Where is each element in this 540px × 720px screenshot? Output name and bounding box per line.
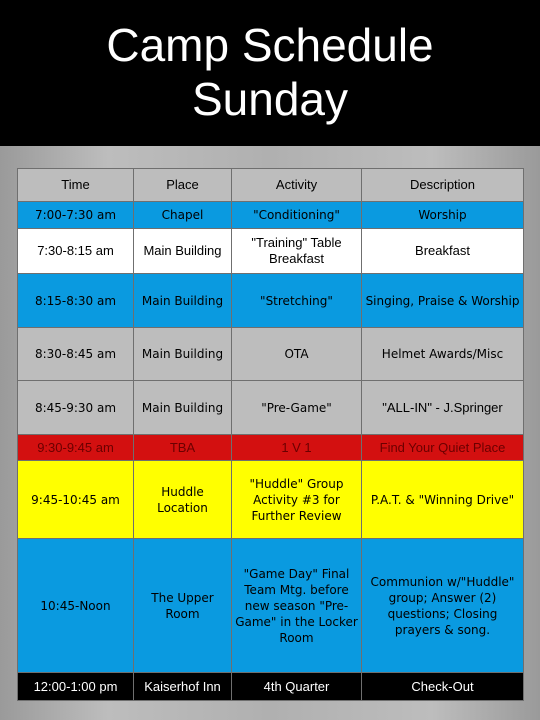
table-row	[18, 202, 524, 229]
time-cell: 7:30-8:15 am	[18, 229, 134, 274]
activity-cell: "Game Day" Final Team Mtg. before new season "Pre-Game" in the Locker Room	[232, 539, 362, 673]
time-cell: 10:45-Noon	[18, 539, 134, 673]
table-row	[18, 381, 524, 435]
table-header-row	[18, 169, 524, 202]
description-cell: Helmet Awards/Misc	[362, 328, 524, 381]
activity-cell: "Pre-Game"	[232, 381, 362, 435]
table-row	[18, 539, 524, 673]
table-row	[18, 274, 524, 328]
activity-cell: 1 V 1	[232, 435, 362, 461]
activity-cell: "Huddle" Group Activity #3 for Further Review	[232, 461, 362, 539]
description-cell: Check-Out	[362, 673, 524, 701]
page-title	[0, 18, 540, 126]
activity-cell: "Training" Table Breakfast	[232, 229, 362, 274]
schedule-table	[17, 168, 524, 701]
column-header-description: Description	[362, 169, 524, 202]
time-cell: 9:30-9:45 am	[18, 435, 134, 461]
time-cell: 8:30-8:45 am	[18, 328, 134, 381]
place-cell: Main Building	[134, 328, 232, 381]
activity-cell: 4th Quarter	[232, 673, 362, 701]
activity-cell: OTA	[232, 328, 362, 381]
time-cell: 8:15-8:30 am	[18, 274, 134, 328]
place-cell: Huddle Location	[134, 461, 232, 539]
description-cell: P.A.T. & "Winning Drive"	[362, 461, 524, 539]
place-cell: TBA	[134, 435, 232, 461]
place-cell: The Upper Room	[134, 539, 232, 673]
table-row	[18, 461, 524, 539]
table-row	[18, 229, 524, 274]
place-cell: Main Building	[134, 229, 232, 274]
table-row	[18, 435, 524, 461]
description-cell: Breakfast	[362, 229, 524, 274]
column-header-time: Time	[18, 169, 134, 202]
description-cell: Find Your Quiet Place	[362, 435, 524, 461]
description-cell: Worship	[362, 202, 524, 229]
table-row	[18, 673, 524, 701]
place-cell: Kaiserhof Inn	[134, 673, 232, 701]
column-header-activity: Activity	[232, 169, 362, 202]
title-line-1: Camp Schedule	[106, 19, 434, 71]
place-cell: Chapel	[134, 202, 232, 229]
time-cell: 9:45-10:45 am	[18, 461, 134, 539]
table-row	[18, 328, 524, 381]
time-cell: 7:00-7:30 am	[18, 202, 134, 229]
description-cell: Singing, Praise & Worship	[362, 274, 524, 328]
title-line-2: Sunday	[191, 73, 348, 125]
place-cell: Main Building	[134, 381, 232, 435]
description-cell: "ALL-IN" - J.Springer	[362, 381, 524, 435]
place-cell: Main Building	[134, 274, 232, 328]
time-cell: 12:00-1:00 pm	[18, 673, 134, 701]
column-header-place: Place	[134, 169, 232, 202]
time-cell: 8:45-9:30 am	[18, 381, 134, 435]
activity-cell: "Stretching"	[232, 274, 362, 328]
activity-cell: "Conditioning"	[232, 202, 362, 229]
description-cell: Communion w/"Huddle" group; Answer (2) questions; Closing prayers & song.	[362, 539, 524, 673]
